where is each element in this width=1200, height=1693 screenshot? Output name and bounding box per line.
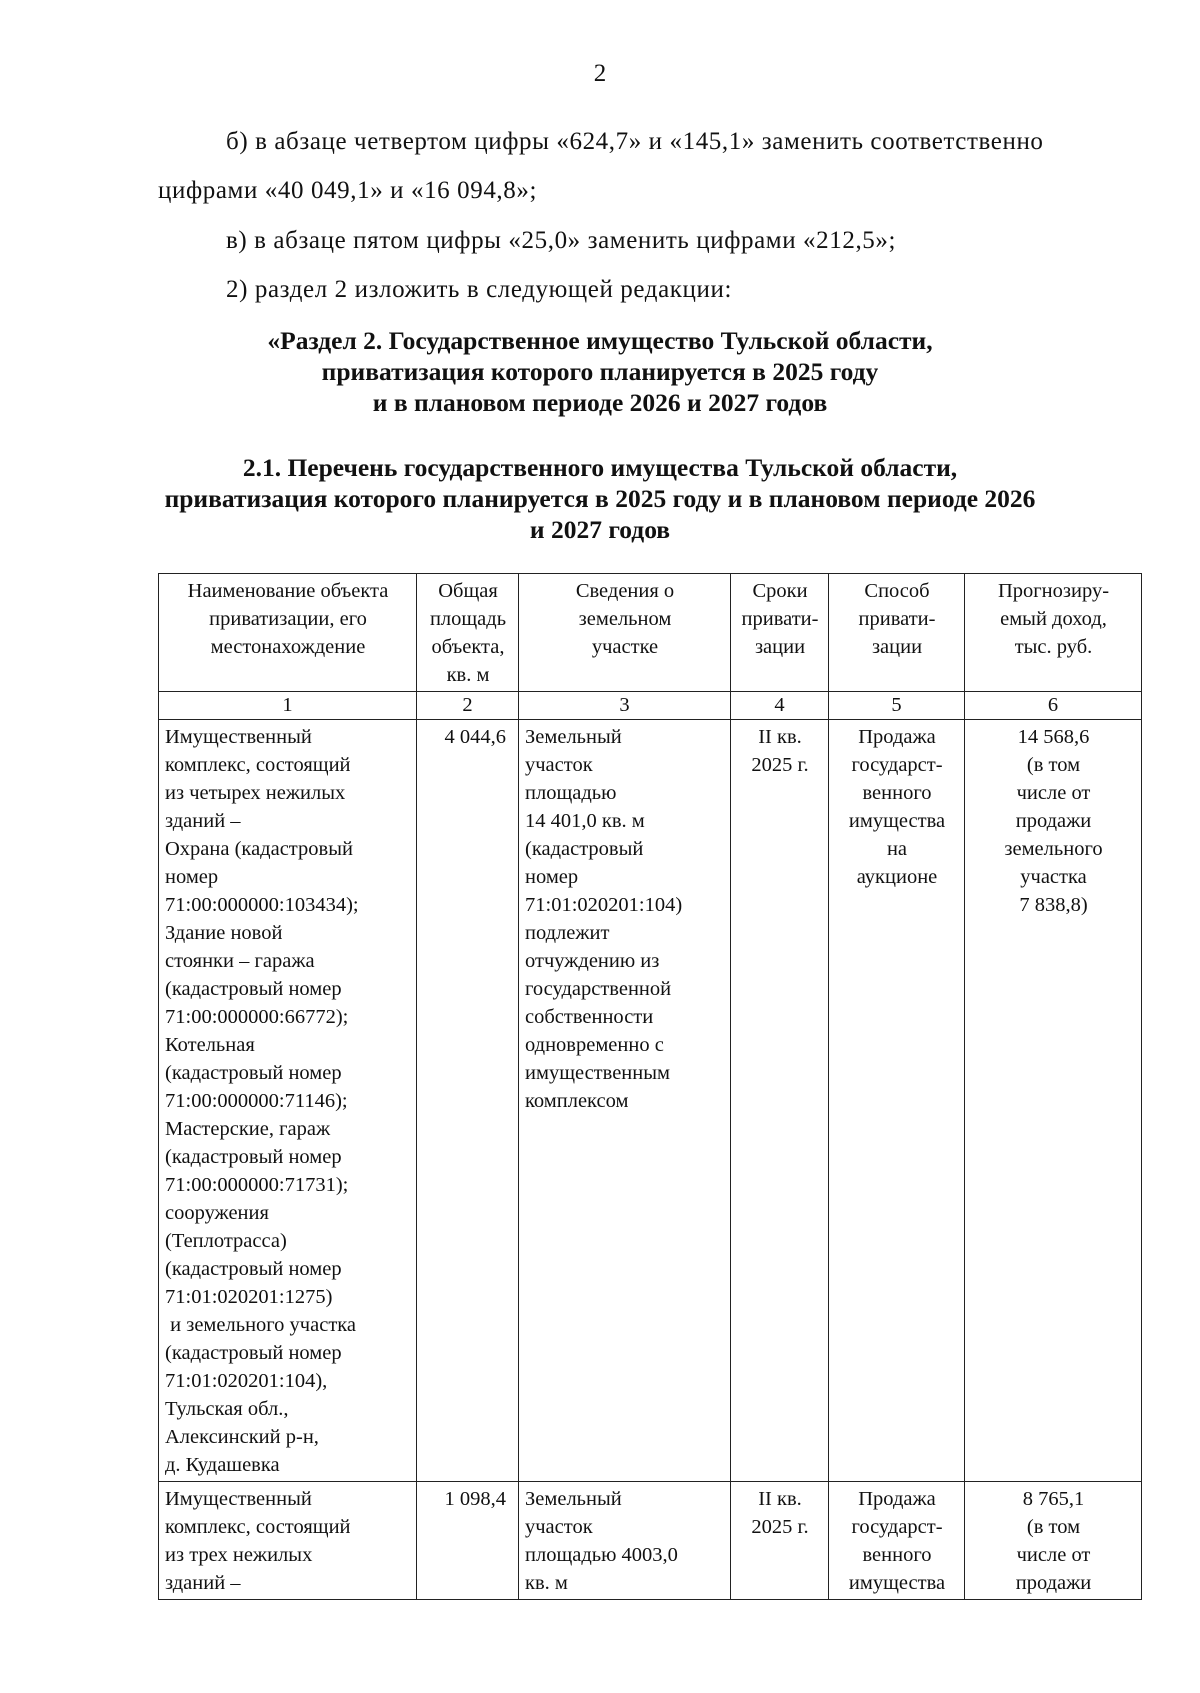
table-row: [159, 720, 1142, 1482]
cell-land-info: Земельный участок площадью 4003,0 кв. м: [519, 1482, 731, 1600]
header-object-name: Наименование объекта приватизации, его местонахождение: [159, 574, 417, 692]
subsection-heading-line: приватизация которого планируется в 2025 году и в плановом периоде 2026: [164, 484, 1036, 513]
paragraph-amendment-v: в) в абзаце пятом цифры «25,0» заменить цифрами «212,5»;: [226, 227, 897, 254]
column-number: 5: [829, 692, 965, 720]
cell-object-name: Имущественный комплекс, состоящий из трех нежилых зданий –: [159, 1482, 417, 1600]
header-income: Прогнозиру- емый доход, тыс. руб.: [965, 574, 1142, 692]
page-number: 2: [593, 60, 607, 87]
subsection-heading: [150, 452, 1050, 545]
cell-area: 4 044,6: [417, 720, 519, 1482]
table-header-row: [159, 574, 1142, 692]
header-term: Сроки привати- зации: [731, 574, 829, 692]
cell-income: 14 568,6 (в том числе от продажи земельного участка 7 838,8): [965, 720, 1142, 1482]
section-heading: [150, 325, 1050, 418]
table-column-numbers-row: [159, 692, 1142, 720]
table-row: [159, 1482, 1142, 1600]
cell-object-name: Имущественный комплекс, состоящий из четырех нежилых зданий – Охрана (кадастровый номер 71:00:000000:103434); Здание новой стоянки – гаража (кадастровый номер 71:00:000000:66772); Котельная (кадастровый номер 71:00:000000:71146); Мастерские, гараж (кадастровый номер 71:00:000000:71731); сооружения (Теплотрасса) (кадастровый номер 71:01:020201:1275) и земельного участка (кадастровый номер 71:01:020201:104), Тульская обл., Алексинский р-н, д. Кудашевка: [159, 720, 417, 1482]
paragraph-amendment-b: б) в абзаце четвертом цифры «624,7» и «145,1» заменить соответственно: [226, 128, 1044, 155]
paragraph-amendment-2: 2) раздел 2 изложить в следующей редакции:: [226, 276, 732, 303]
cell-term: II кв. 2025 г.: [731, 1482, 829, 1600]
subsection-heading-line: и 2027 годов: [529, 515, 671, 544]
cell-method: Продажа государст- венного имущества: [829, 1482, 965, 1600]
cell-land-info: Земельный участок площадью 14 401,0 кв. м (кадастровый номер 71:01:020201:104) подлежит отчуждению из государственной собственности одновременно с имущественным комплексом: [519, 720, 731, 1482]
subsection-heading-line: 2.1. Перечень государственного имущества Тульской области,: [242, 453, 958, 482]
cell-method: Продажа государст- венного имущества на аукционе: [829, 720, 965, 1482]
header-land-info: Сведения о земельном участке: [519, 574, 731, 692]
cell-area: 1 098,4: [417, 1482, 519, 1600]
privatization-table: [158, 573, 1142, 1600]
paragraph-amendment-b-continued: цифрами «40 049,1» и «16 094,8»;: [158, 177, 538, 204]
column-number: 6: [965, 692, 1142, 720]
column-number: 4: [731, 692, 829, 720]
column-number: 3: [519, 692, 731, 720]
section-heading-line: «Раздел 2. Государственное имущество Тульской области,: [267, 326, 933, 355]
header-method: Способ привати- зации: [829, 574, 965, 692]
cell-income: 8 765,1 (в том числе от продажи: [965, 1482, 1142, 1600]
section-heading-line: приватизация которого планируется в 2025 году: [321, 357, 879, 386]
header-total-area: Общая площадь объекта, кв. м: [417, 574, 519, 692]
column-number: 1: [159, 692, 417, 720]
cell-term: II кв. 2025 г.: [731, 720, 829, 1482]
column-number: 2: [417, 692, 519, 720]
section-heading-line: и в плановом периоде 2026 и 2027 годов: [372, 388, 828, 417]
